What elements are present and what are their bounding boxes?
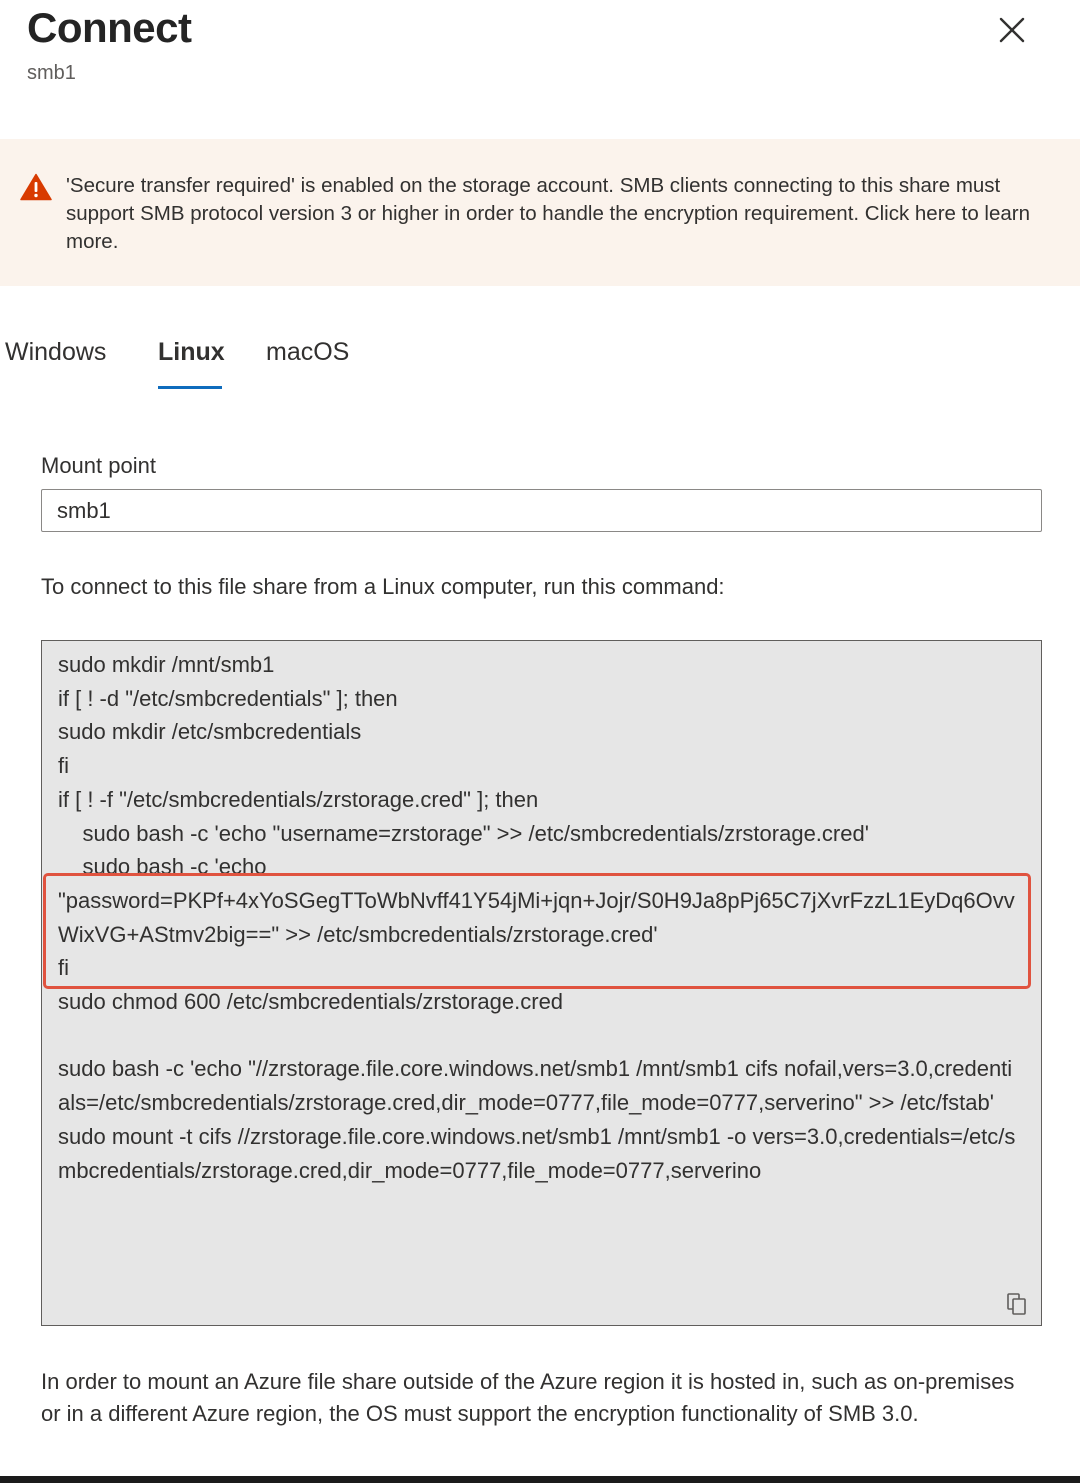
page-subtitle: smb1 (27, 62, 76, 84)
tab-linux[interactable]: Linux (158, 338, 225, 366)
instruction-text: To connect to this file share from a Linux computer, run this command: (41, 574, 725, 599)
warning-icon (20, 173, 52, 201)
selected-tab-indicator (158, 386, 222, 389)
warning-message[interactable]: 'Secure transfer required' is enabled on the storage account. SMB clients connecting to this share must support SMB protocol version 3 or higher in order to handle the encryption requirement. Click here to learn more. (66, 174, 1031, 253)
mount-point-input[interactable] (41, 489, 1042, 532)
footer-note: In order to mount an Azure file share outside of the Azure region it is hosted in, such as on-premises or in a different Azure region, the OS must support the encryption functionality of SMB 3.0. (41, 1369, 1015, 1426)
warning-banner (0, 139, 1080, 286)
window-bottom-edge (0, 1476, 1080, 1483)
tab-windows[interactable]: Windows (5, 338, 107, 366)
command-box[interactable] (41, 640, 1042, 1326)
page-title: Connect (27, 4, 192, 51)
tab-macos[interactable]: macOS (266, 338, 350, 366)
close-button[interactable] (992, 10, 1032, 50)
os-tabs (0, 338, 600, 398)
mount-point-label: Mount point (41, 453, 156, 478)
close-icon (992, 10, 1032, 50)
command-text[interactable]: sudo mkdir /mnt/smb1 if [ ! -d "/etc/smbcredentials" ]; then sudo mkdir /etc/smbcredentials fi if [ ! -f "/etc/smbcredentials/zrstorage.cred" ]; then sudo bash -c 'echo "username=zrstorage" >> /etc/smbcredentials/zrstorage.cred' sudo bash -c 'echo "password=PKPf+4xYoSGegTToWbNvff41Y54jMi+jqn+Jojr/S0H9Ja8pPj65C7jXvrFzzL1EyDq6OvvWixVG+AStmv2big==" >> /etc/smbcredentials/zrstorage.cred' fi sudo chmod 600 /etc/smbcredentials/zrstorage.cred sudo bash -c 'echo "//zrstorage.file.core.windows.net/smb1 /mnt/smb1 cifs nofail,vers=3.0,credentials=/etc/smbcredentials/zrstorage.cred,dir_mode=0777,file_mode=0777,serverino" >> /etc/fstab' sudo mount -t cifs //zrstorage.file.core.windows.net/smb1 /mnt/smb1 -o vers=3.0,credentials=/etc/smbcredentials/zrstorage.cred,dir_mode=0777,file_mode=0777,serverino (58, 652, 1016, 1183)
copy-button[interactable] (1004, 1291, 1030, 1317)
copy-icon (1004, 1304, 1030, 1321)
